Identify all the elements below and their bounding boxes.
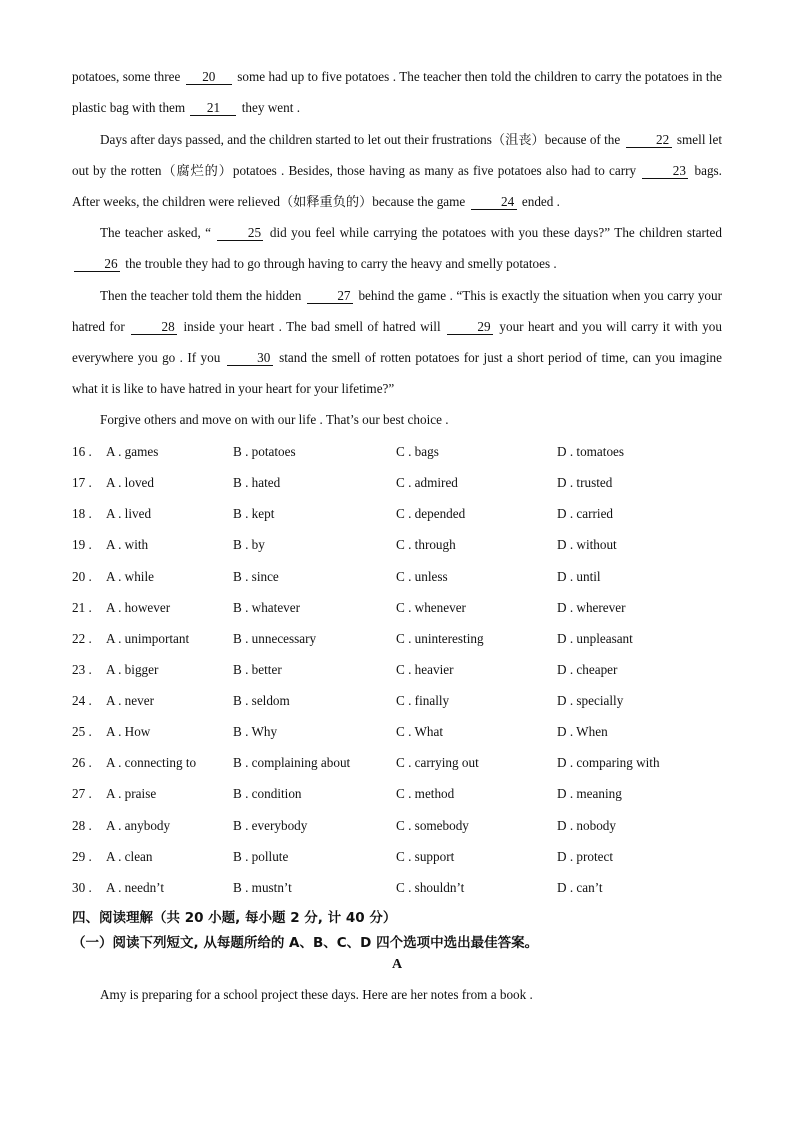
passage-paragraph-3 xyxy=(72,217,722,279)
option-a: A . praise xyxy=(106,786,157,802)
option-b: B . mustn’t xyxy=(233,879,292,895)
text: The teacher asked, “ xyxy=(100,225,216,240)
option-a: A . games xyxy=(106,444,159,459)
text: potatoes, some three xyxy=(72,69,184,84)
text: behind the game . “This is exactly the situation when you carry your hatred for xyxy=(72,288,723,334)
option-d: D . protect xyxy=(557,848,614,864)
text: smell let out by the rotten（腐烂的）potatoes . Besides, those having as many as five potatoes also had to carry xyxy=(72,132,722,178)
option-a: A . loved xyxy=(106,475,154,491)
option-c: C . bags xyxy=(396,444,439,459)
section-subtitle: （一）阅读下列短文, 从每题所给的 A、B、C、D 四个选项中选出最佳答案。 xyxy=(72,935,539,951)
question-number: 29 . xyxy=(72,848,92,864)
option-a: A . needn’t xyxy=(106,879,164,895)
question-row xyxy=(72,747,732,778)
question-row xyxy=(72,498,732,529)
question-row xyxy=(72,685,732,716)
option-c: C . through xyxy=(396,537,456,553)
question-row xyxy=(72,467,732,498)
question-row xyxy=(72,778,732,809)
text: stand the smell of rotten potatoes for just a short period of time, can you imagine what it is like to have hatred in your heart for your lifetime?” xyxy=(72,350,722,396)
option-d: D . until xyxy=(557,568,601,584)
option-d: D . cheaper xyxy=(557,661,618,677)
passage-paragraph-1 xyxy=(72,61,722,123)
blank-30: 30 xyxy=(227,350,273,366)
question-row xyxy=(72,561,732,592)
option-a: A . connecting to xyxy=(106,755,197,771)
passage-paragraph-2 xyxy=(72,124,722,217)
question-number: 18 . xyxy=(72,506,92,522)
question-number: 30 . xyxy=(72,879,92,895)
text: did you feel while carrying the potatoes with you these days?” The children started xyxy=(265,225,722,240)
option-b: B . potatoes xyxy=(233,444,296,459)
option-b: B . everybody xyxy=(233,817,308,833)
passage-paragraph-5: Forgive others and move on with our life . That’s our best choice . xyxy=(100,412,449,427)
option-d: D . trusted xyxy=(557,475,613,491)
question-number: 19 . xyxy=(72,537,92,553)
option-c: C . whenever xyxy=(396,599,466,615)
text: Then the teacher told them the hidden xyxy=(100,288,305,303)
question-row xyxy=(72,654,732,685)
option-a: A . while xyxy=(106,568,154,584)
option-b: B . Why xyxy=(233,724,278,740)
option-b: B . seldom xyxy=(233,693,290,708)
option-c: C . support xyxy=(396,848,455,864)
question-row xyxy=(72,872,732,903)
option-b: B . kept xyxy=(233,506,275,522)
question-number: 28 . xyxy=(72,817,92,833)
question-number: 23 . xyxy=(72,661,92,677)
question-row xyxy=(72,529,732,560)
option-b: B . hated xyxy=(233,475,281,491)
option-b: B . unnecessary xyxy=(233,630,317,646)
option-b: B . pollute xyxy=(233,848,289,864)
option-a: A . unimportant xyxy=(106,630,190,646)
option-b: B . since xyxy=(233,568,279,584)
question-number: 27 . xyxy=(72,786,92,802)
option-c: C . somebody xyxy=(396,817,469,833)
blank-23: 23 xyxy=(642,163,688,179)
question-row xyxy=(72,436,732,467)
question-number: 26 . xyxy=(72,755,92,771)
passage-paragraph-4 xyxy=(72,280,722,404)
text: Days after days passed, and the children started to let out their frustrations（沮丧）because of the xyxy=(100,132,624,147)
option-c: C . What xyxy=(396,724,444,740)
option-a: A . never xyxy=(106,693,154,708)
blank-29: 29 xyxy=(447,319,493,335)
option-b: B . better xyxy=(233,661,282,677)
text: inside your heart . The bad smell of hatred will xyxy=(179,319,446,334)
option-d: D . can’t xyxy=(557,879,603,895)
option-a: A . clean xyxy=(106,848,153,864)
question-row xyxy=(72,716,732,747)
section-title: 四、阅读理解（共 20 小题, 每小题 2 分, 计 40 分） xyxy=(72,910,397,926)
option-c: C . uninteresting xyxy=(396,630,484,646)
option-c: C . unless xyxy=(396,568,448,584)
option-a: A . anybody xyxy=(106,817,171,833)
text: ended . xyxy=(518,194,560,209)
blank-25: 25 xyxy=(217,225,263,241)
question-number: 24 . xyxy=(72,693,92,708)
option-a: A . How xyxy=(106,724,151,740)
question-number: 22 . xyxy=(72,630,92,646)
option-d: D . comparing with xyxy=(557,755,660,771)
option-a: A . bigger xyxy=(106,661,159,677)
option-b: B . condition xyxy=(233,786,302,802)
question-row xyxy=(72,592,732,623)
text: they went . xyxy=(238,100,300,115)
blank-21: 21 xyxy=(190,100,236,116)
option-d: D . tomatoes xyxy=(557,444,625,459)
option-c: C . finally xyxy=(396,693,450,708)
blank-20: 20 xyxy=(186,69,232,85)
blank-24: 24 xyxy=(471,194,517,210)
question-number: 25 . xyxy=(72,724,92,740)
option-c: C . depended xyxy=(396,506,466,522)
text: bags. After weeks, the children were relieved（如释重负的）because the game xyxy=(72,163,722,209)
passage-letter: A xyxy=(391,957,403,972)
option-d: D . wherever xyxy=(557,599,626,615)
option-d: D . unpleasant xyxy=(557,630,633,646)
option-d: D . carried xyxy=(557,506,614,522)
option-a: A . with xyxy=(106,537,149,553)
blank-22: 22 xyxy=(626,132,672,148)
option-c: C . admired xyxy=(396,475,458,491)
option-d: D . When xyxy=(557,724,608,740)
blank-28: 28 xyxy=(131,319,177,335)
option-c: C . shouldn’t xyxy=(396,879,465,895)
question-number: 21 . xyxy=(72,599,92,615)
blank-26: 26 xyxy=(74,256,120,272)
option-d: D . specially xyxy=(557,693,624,708)
text: some had up to five potatoes . The teacher then told the children to carry the potatoes in the plastic bag with them xyxy=(72,69,723,115)
reading-intro: Amy is preparing for a school project these days. Here are her notes from a book . xyxy=(100,987,533,1002)
blank-27: 27 xyxy=(307,288,353,304)
question-number: 16 . xyxy=(72,444,92,459)
option-d: D . meaning xyxy=(557,786,622,802)
option-a: A . however xyxy=(106,599,171,615)
option-c: C . method xyxy=(396,786,455,802)
option-c: C . heavier xyxy=(396,661,454,677)
question-row xyxy=(72,623,732,654)
question-number: 17 . xyxy=(72,475,92,491)
question-number: 20 . xyxy=(72,568,92,584)
question-list xyxy=(72,436,732,903)
option-b: B . by xyxy=(233,537,265,553)
option-b: B . whatever xyxy=(233,599,301,615)
option-a: A . lived xyxy=(106,506,152,522)
question-row xyxy=(72,810,732,841)
option-b: B . complaining about xyxy=(233,755,351,771)
option-c: C . carrying out xyxy=(396,755,479,771)
option-d: D . nobody xyxy=(557,817,616,833)
text: your heart and you will carry it with you everywhere you go . If you xyxy=(72,319,722,365)
text: the trouble they had to go through having to carry the heavy and smelly potatoes . xyxy=(122,256,557,271)
question-row xyxy=(72,841,732,872)
option-d: D . without xyxy=(557,537,617,553)
